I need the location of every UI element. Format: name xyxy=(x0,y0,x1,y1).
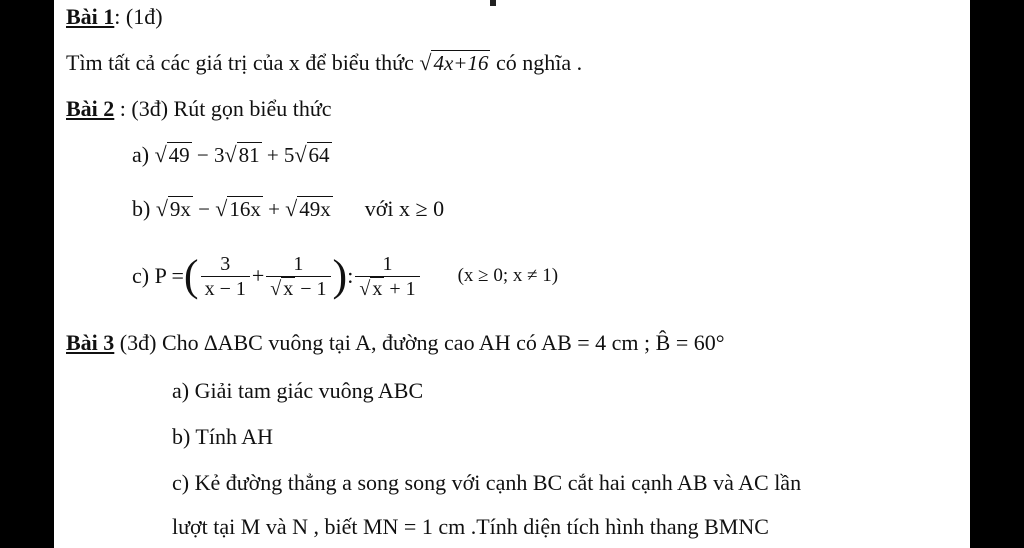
sqrt-sign: √ xyxy=(215,196,228,221)
bai3-part-b: b) Tính AH xyxy=(172,424,274,449)
denominator-tail: − 1 xyxy=(295,277,327,300)
sqrt-sign: √ xyxy=(285,196,298,221)
fraction-3 xyxy=(355,252,419,301)
radicand: 64 xyxy=(308,143,330,167)
sqrt-sign: √ xyxy=(224,142,237,167)
bai3-intro: (3đ) Cho ∆ABC vuông tại A, đường cao AH có AB = 4 cm ; B̂ = 60° xyxy=(114,330,725,355)
bai1-points: : (1đ) xyxy=(114,4,163,29)
sqrt-expression xyxy=(270,277,295,301)
bai2-b-label: b) xyxy=(132,196,156,221)
bai2-a-label: a) xyxy=(132,142,155,167)
right-paren: ) xyxy=(332,251,348,300)
bai1-heading xyxy=(66,4,163,30)
bai2-b-sqrt1 xyxy=(156,196,193,222)
bai2-a-sqrt3 xyxy=(294,142,331,168)
bai3-part-c-line1: c) Kẻ đường thẳng a song song với cạnh BC cắt hai cạnh AB và AC lần xyxy=(172,470,802,495)
left-paren: ( xyxy=(183,251,199,300)
bai2-a-coef2: − 3 xyxy=(191,143,225,167)
bai2-b-sqrt2 xyxy=(215,196,263,222)
bai2-title: Bài 2 xyxy=(66,96,115,121)
bai1-question xyxy=(66,50,582,76)
division-operator: : xyxy=(347,263,354,288)
bai2-c-condition: (x ≥ 0; x ≠ 1) xyxy=(457,265,559,286)
numerator: 1 xyxy=(382,252,393,275)
bai3-heading xyxy=(66,330,725,356)
bai1-text-before: Tìm tất cả các giá trị của x để biểu thức xyxy=(66,50,420,75)
bai2-part-a xyxy=(132,142,332,168)
bai3-part-c-line2: lượt tại M và N , biết MN = 1 cm .Tính diện tích hình thang BMNC xyxy=(172,514,769,539)
bai2-a-sqrt1 xyxy=(155,142,192,168)
bai2-heading xyxy=(66,96,332,122)
bai1-radicand: 4x+16 xyxy=(433,51,489,75)
bai2-part-b xyxy=(132,196,444,222)
denominator xyxy=(355,276,419,301)
bai2-a-coef3: + 5 xyxy=(261,143,295,167)
bai1-sqrt-expression xyxy=(419,50,490,76)
radicand: 49 xyxy=(168,143,190,167)
fraction-2 xyxy=(266,252,330,301)
numerator: 1 xyxy=(293,252,304,275)
radicand: x xyxy=(372,277,383,300)
numerator: 3 xyxy=(220,252,231,275)
sqrt-sign: √ xyxy=(154,142,167,167)
document-page xyxy=(54,0,970,548)
sqrt-sign: √ xyxy=(270,277,282,300)
sqrt-sign: √ xyxy=(359,277,371,300)
page-mark xyxy=(490,0,496,6)
bai2-part-c xyxy=(132,248,558,304)
sqrt-expression xyxy=(359,277,384,301)
radicand: 49x xyxy=(299,197,331,221)
bai1-title: Bài 1 xyxy=(66,4,115,29)
bai2-b-condition: với x ≥ 0 xyxy=(364,196,445,221)
denominator xyxy=(266,276,330,301)
sqrt-sign: √ xyxy=(155,196,168,221)
radicand: 81 xyxy=(238,143,260,167)
radicand: 9x xyxy=(169,197,191,221)
operator: + xyxy=(262,197,286,221)
bai2-a-sqrt2 xyxy=(225,142,262,168)
denominator-tail: + 1 xyxy=(384,277,416,300)
fraction-1 xyxy=(201,252,250,301)
sqrt-sign: √ xyxy=(419,50,432,75)
bai2-b-sqrt3 xyxy=(285,196,333,222)
bai1-text-after: có nghĩa . xyxy=(490,50,583,75)
denominator: x − 1 xyxy=(201,276,250,301)
bai2-points: : (3đ) Rút gọn biểu thức xyxy=(114,96,332,121)
radicand: x xyxy=(283,277,294,300)
bai3-title: Bài 3 xyxy=(66,330,115,355)
bai3-part-a: a) Giải tam giác vuông ABC xyxy=(172,378,424,403)
plus-operator: + xyxy=(251,263,265,288)
bai2-c-label: c) P = xyxy=(132,263,184,288)
sqrt-sign: √ xyxy=(294,142,307,167)
radicand: 16x xyxy=(229,197,261,221)
operator: − xyxy=(192,197,216,221)
